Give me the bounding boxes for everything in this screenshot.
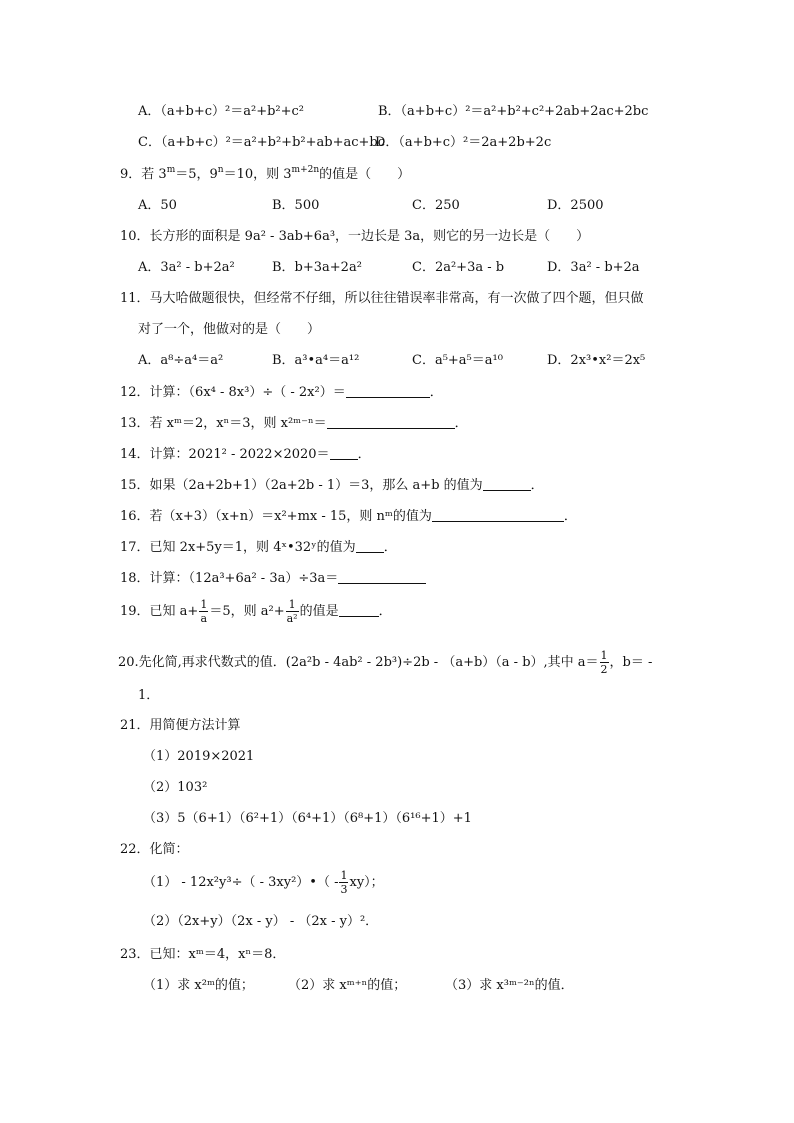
- q22-stem: 22．化简：: [120, 842, 189, 857]
- q22-part-2: （2）（2x+y）（2x - y） - （2x - y）²．: [143, 914, 379, 929]
- q9-sup-exp: m+2n: [291, 165, 320, 175]
- q11-stem-line2: 对了一个，他做对的是（ ）: [138, 322, 321, 337]
- q10-option-c: C．2a²+3a - b: [412, 260, 505, 275]
- q18-answer-blank[interactable]: [338, 571, 426, 584]
- q22-part-1: [143, 868, 384, 898]
- q20-fraction-denominator: 2: [600, 663, 608, 676]
- q9-stem-suffix: 的值是（ ）: [319, 167, 411, 182]
- q19-prefix: 19．已知 a+: [120, 604, 199, 619]
- q15-text: 15．如果（2a+2b+1）（2a+2b - 1）＝3，那么 a+b 的值为: [120, 478, 483, 493]
- q9-sup-m: m: [166, 165, 176, 175]
- q8-option-d: D．（a+b+c）²＝2a+2b+2c: [375, 135, 552, 150]
- q19-fraction-2-numerator: 1: [286, 598, 299, 612]
- q19-fraction-2-denominator: a²: [286, 612, 298, 625]
- q9-option-a: A．50: [138, 198, 177, 213]
- q23-part-3: （3）求 x³ᵐ⁻²ⁿ的值．: [445, 978, 574, 993]
- q17: 17．已知 2x+5y＝1，则 4ˣ•32ʸ的值为 ．: [120, 540, 397, 555]
- q17-answer-blank[interactable]: [356, 540, 384, 553]
- q19-mid: ＝5，则 a²+: [209, 604, 285, 619]
- q9-option-b: B．500: [272, 198, 320, 213]
- q15: 15．如果（2a+2b+1）（2a+2b - 1）＝3，那么 a+b 的值为 ．: [120, 478, 544, 493]
- q22-part-1-prefix: （1） - 12x²y³÷（ - 3xy²）•（ -: [143, 875, 339, 890]
- q20-text: 20.先化简,再求代数式的值．(2a²b - 4ab² - 2b³)÷2b - （a+b）（a - b）,其中 a＝: [118, 655, 599, 670]
- q21-part-2: （2）103²: [143, 780, 208, 795]
- q21-part-3: （3）5（6+1）（6²+1）（6⁴+1）（6⁸+1）（6¹⁶+1）+1: [143, 811, 472, 826]
- q12: 12．计算：（6x⁴ - 8x³）÷（ - 2x²）＝ ．: [120, 385, 443, 400]
- q9-stem-prefix: 9．若 3: [120, 167, 167, 182]
- q19: 19．已知 a+ $\frac{1}{a}$ ＝5，则 a²+ $\frac{1}{\text{a²}}$ 的值是 ．: [120, 598, 392, 625]
- q19-answer-blank[interactable]: [339, 604, 379, 617]
- q23-part-2: （2）求 xᵐ⁺ⁿ的值；: [288, 978, 407, 993]
- q19-fraction-1: [199, 598, 208, 625]
- q20-fraction-numerator: 1: [600, 649, 608, 662]
- q8-option-a: A．（a+b+c）²＝a²+b²+c²: [138, 104, 305, 119]
- q8-option-b: B．（a+b+c）²＝a²+b²+c²+2ab+2ac+2bc: [378, 104, 649, 119]
- q19-fraction-2: [286, 598, 299, 625]
- q16-text: 16．若（x+3）（x+n）＝x²+mx - 15，则 nᵐ的值为: [120, 509, 432, 524]
- q23-part-1: （1）求 x²ᵐ的值；: [143, 978, 254, 993]
- q19-fraction-1-numerator: 1: [200, 598, 208, 611]
- q12-answer-blank[interactable]: [346, 385, 430, 398]
- q19-suffix: 的值是: [299, 604, 339, 619]
- q17-text: 17．已知 2x+5y＝1，则 4ˣ•32ʸ的值为: [120, 540, 356, 555]
- q23-stem: 23．已知：xᵐ＝4，xⁿ＝8．: [120, 947, 286, 962]
- q9-option-d: D．2500: [547, 198, 604, 213]
- q9-stem-mid: ＝5，9: [175, 167, 218, 182]
- q8-option-c: C．（a+b+c）²＝a²+b²+b²+ab+ac+bc: [138, 135, 385, 150]
- q18-text: 18．计算：（12a³+6a² - 3a）÷3a＝: [120, 571, 339, 586]
- q16-answer-blank[interactable]: [432, 509, 564, 522]
- q20-tail: ，b＝ -: [609, 655, 653, 670]
- q10-option-a: A．3a² - b+2a²: [138, 260, 235, 275]
- q18: [120, 570, 426, 588]
- q20-fraction: [600, 649, 609, 676]
- q15-answer-blank[interactable]: [483, 478, 531, 491]
- q9-stem: [120, 166, 410, 184]
- q13: 13．若 xᵐ＝2，xⁿ＝3，则 x²ᵐ⁻ⁿ＝ ．: [120, 416, 468, 431]
- q9-option-c: C．250: [412, 198, 460, 213]
- q10-option-d: D．3a² - b+2a: [547, 260, 640, 275]
- q11-option-d: D．2x³•x²＝2x⁵: [547, 353, 646, 368]
- q12-text: 12．计算：（6x⁴ - 8x³）÷（ - 2x²）＝: [120, 385, 346, 400]
- q9-sup-n: n: [217, 165, 224, 175]
- q16: 16．若（x+3）（x+n）＝x²+mx - 15，则 nᵐ的值为 ．: [120, 509, 577, 524]
- q21-part-1: （1）2019×2021: [143, 749, 255, 764]
- q22-fraction-denominator: 3: [340, 883, 348, 896]
- q13-text: 13．若 xᵐ＝2，xⁿ＝3，则 x²ᵐ⁻ⁿ＝: [120, 416, 327, 431]
- q20-line1: [118, 648, 652, 678]
- q19-fraction-1-denominator: a: [200, 612, 208, 625]
- q11-option-c: C．a⁵+a⁵＝a¹⁰: [412, 353, 503, 368]
- q20-line2: 1．: [138, 688, 160, 703]
- q14-answer-blank[interactable]: [330, 447, 358, 460]
- q11-option-a: A．a⁸÷a⁴＝a²: [138, 353, 224, 368]
- q10-stem: 10．长方形的面积是 9a² - 3ab+6a³，一边长是 3a，则它的另一边长是（ ）: [120, 229, 590, 244]
- q22-fraction: [339, 869, 348, 896]
- q10-option-b: B．b+3a+2a²: [272, 260, 362, 275]
- q9-stem-mid2: ＝10，则 3: [223, 167, 292, 182]
- q13-answer-blank[interactable]: [327, 416, 455, 429]
- q11-stem-line1: 11．马大哈做题很快，但经常不仔细，所以往往错误率非常高，有一次做了四个题，但只做: [120, 291, 644, 306]
- q22-fraction-numerator: 1: [340, 869, 348, 882]
- q21-stem: 21．用简便方法计算: [120, 718, 241, 733]
- q14-text: 14．计算：2021² - 2022×2020＝: [120, 447, 330, 462]
- q14: 14．计算：2021² - 2022×2020＝ ．: [120, 447, 371, 462]
- q22-part-1-suffix: xy）；: [349, 875, 384, 890]
- q11-option-b: B．a³•a⁴＝a¹²: [272, 353, 360, 368]
